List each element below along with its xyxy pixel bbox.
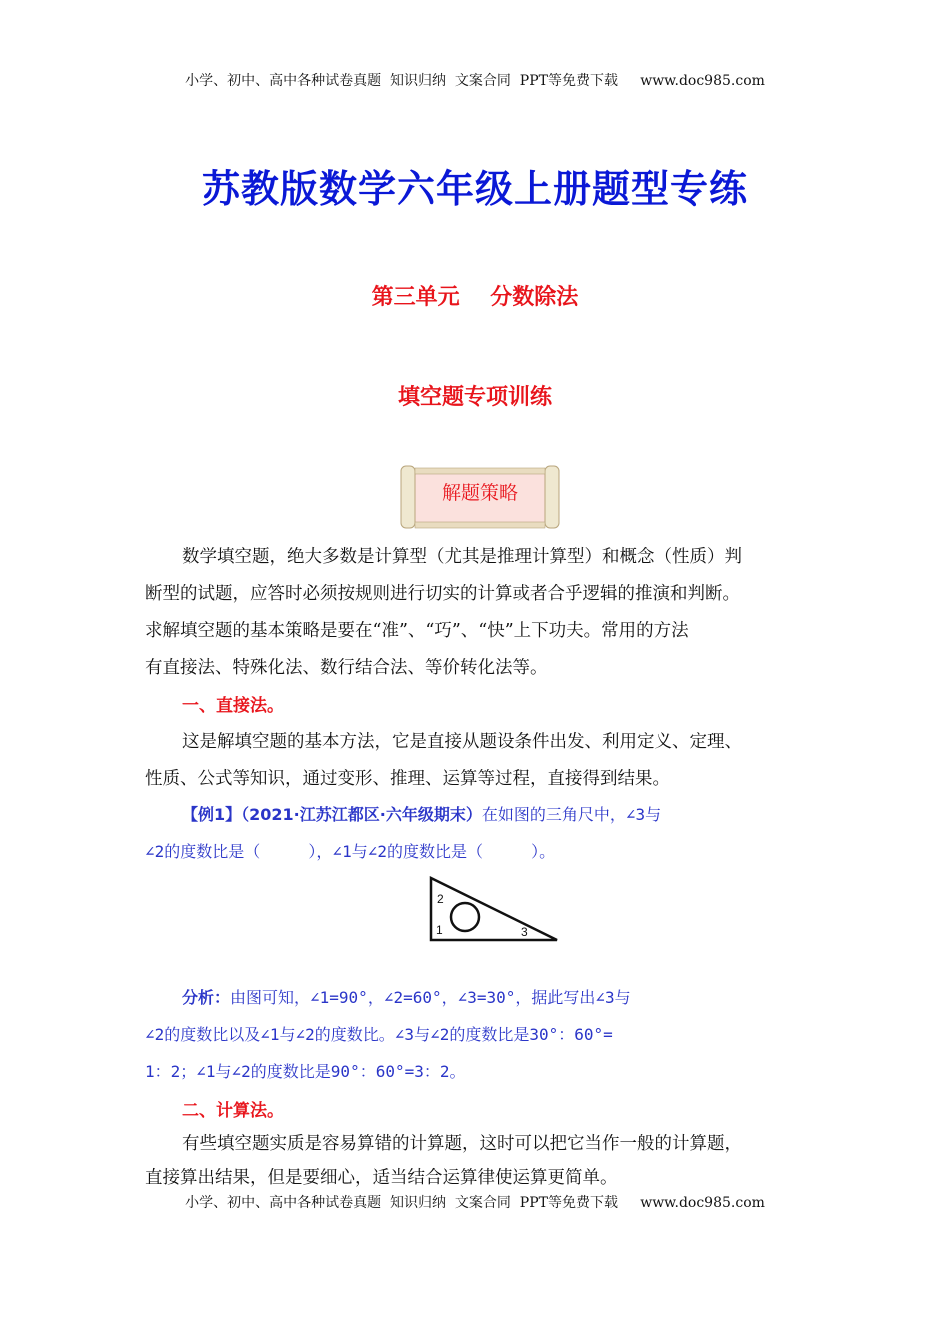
example1-question: 在如图的三角尺中，∠3与 [481,805,662,824]
unit-title: 第三单元 分数除法 [371,285,579,310]
intro-line-2: 断型的试题，应答时必须按规则进行切实的计算或者合乎逻辑的推演和判断。 [145,584,740,604]
strategy-label: 解题策略 [441,482,518,504]
analysis-line-3: 1：2；∠1与∠2的度数比是90°：60°=3：2。 [145,1062,466,1081]
subtitle: 填空题专项训练 [397,385,552,410]
analysis-text: 由图可知，∠1=90°，∠2=60°，∠3=30°，据此写出∠3与 [230,988,631,1007]
intro-line-4: 有直接法、特殊化法、数行结合法、等价转化法等。 [145,658,548,678]
example1-line-1 [182,802,661,825]
page-title: 苏教版数学六年级上册题型专练 [201,167,748,211]
analysis-tag: 分析： [182,988,231,1007]
section2-heading: 二、计算法。 [182,1101,284,1121]
angle-1-label: 1 [436,923,443,937]
section2-line-2: 直接算出结果，但是要细心，适当结合运算律使运算更简单。 [145,1168,618,1188]
analysis-line-2: ∠2的度数比以及∠1与∠2的度数比。∠3与∠2的度数比是30°：60°= [145,1025,613,1044]
section1-line-1: 这是解填空题的基本方法，它是直接从题设条件出发、利用定义、定理、 [182,732,742,752]
intro-line-3: 求解填空题的基本策略是要在“准”、“巧”、“快”上下功夫。常用的方法 [145,621,689,641]
angle-3-label: 3 [521,925,528,939]
section1-heading: 一、直接法。 [182,696,284,716]
example1-tag: 【例1】（2021·江苏江都区·六年级期末） [182,805,482,824]
example1-line-2: ∠2的度数比是（ ），∠1与∠2的度数比是（ ）。 [145,842,556,861]
angle-2-label: 2 [437,892,444,906]
intro-line-1: 数学填空题，绝大多数是计算型（尤其是推理计算型）和概念（性质）判 [182,547,742,567]
analysis-line-1 [182,985,631,1008]
triangle-ruler-figure [425,872,560,947]
page-footer: 小学、初中、高中各种试卷真题 知识归纳 文案合同 PPT等免费下载 www.doc985.com [185,1195,765,1211]
section1-line-2: 性质、公式等知识，通过变形、推理、运算等过程，直接得到结果。 [145,769,670,789]
page-header: 小学、初中、高中各种试卷真题 知识归纳 文案合同 PPT等免费下载 www.doc985.com [185,73,765,89]
section2-line-1: 有些填空题实质是容易算错的计算题，这时可以把它当作一般的计算题， [182,1134,742,1154]
